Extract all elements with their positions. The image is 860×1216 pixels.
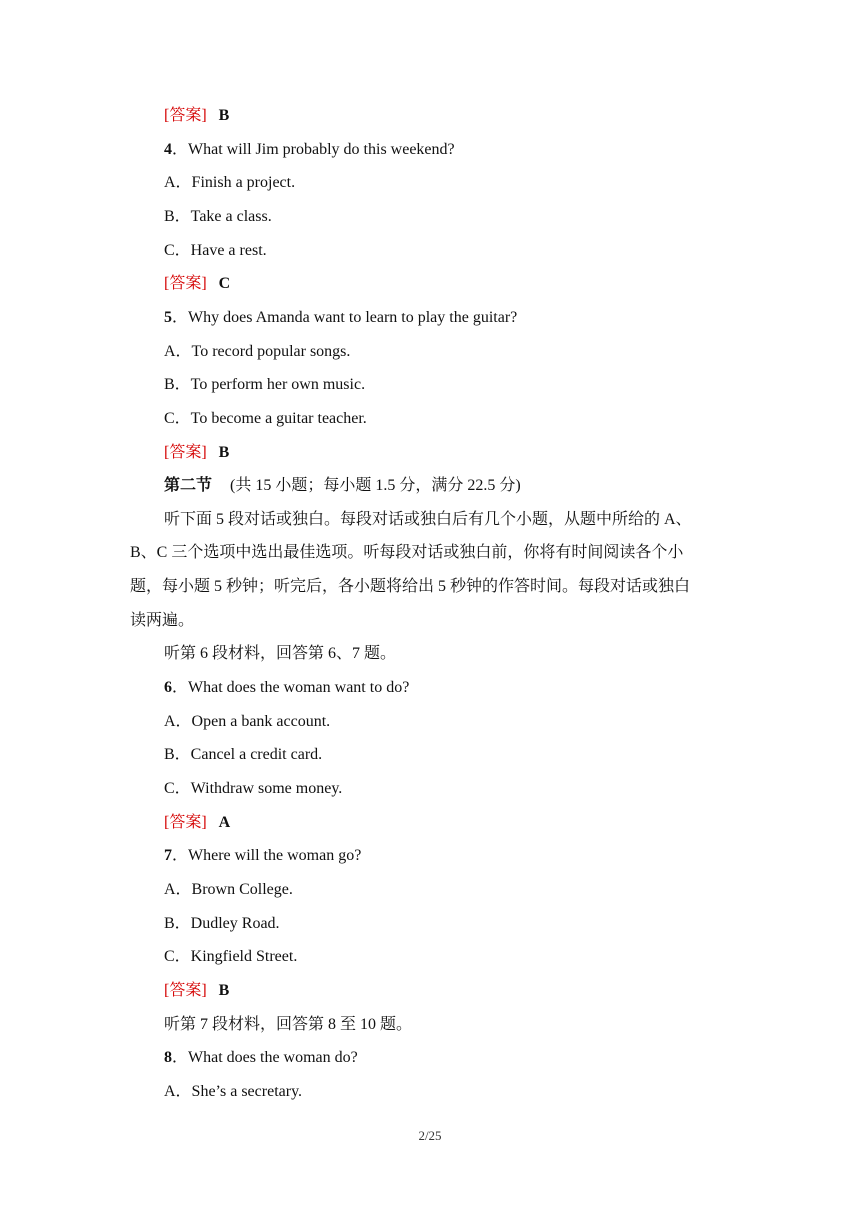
question-line: 6．What does the woman want to do? <box>164 679 410 697</box>
option-text: C．To become a guitar teacher. <box>164 409 367 427</box>
option-line <box>164 207 272 227</box>
question-text: What will Jim probably do this weekend? <box>188 140 455 158</box>
question-number: 7 <box>164 847 172 865</box>
option-line <box>164 409 367 429</box>
answer-tag: [答案] <box>164 107 207 124</box>
option-text: B．Cancel a credit card. <box>164 746 323 764</box>
paragraph-line <box>164 644 396 664</box>
option-text: A．Brown College. <box>164 880 293 898</box>
answer-tag: [答案] <box>164 443 207 461</box>
option-line <box>164 880 293 900</box>
answer-tag: [答案] <box>164 275 207 293</box>
question-text: Why does Amanda want to learn to play the guitar? <box>188 308 518 326</box>
answer-tag: [答案] <box>164 813 207 831</box>
paragraph-line <box>164 510 692 530</box>
question-text: What does the woman want to do? <box>188 679 410 697</box>
answer-tag: [答案] <box>164 981 207 999</box>
paragraph-text: 听下面 5 段对话或独白。每段对话或独白后有几个小题，从题中所给的 A、 <box>164 510 692 528</box>
answer-value: A <box>218 813 231 831</box>
paragraph-line <box>130 543 683 563</box>
question-number: 8 <box>164 1049 172 1067</box>
question-line: 5．Why does Amanda want to learn to play the guitar? <box>164 308 518 326</box>
option-line <box>164 914 280 934</box>
answer-value: C <box>218 275 231 293</box>
paragraph-line <box>130 577 690 597</box>
option-text: B．Take a class. <box>164 207 272 225</box>
option-line <box>164 745 322 765</box>
option-line <box>164 375 365 395</box>
paragraph-text: 听第 6 段材料，回答第 6、7 题。 <box>164 645 397 663</box>
answer-line <box>164 981 229 1001</box>
answer-line <box>164 274 230 294</box>
option-text: A．Open a bank account. <box>164 712 331 730</box>
answer-line <box>164 106 229 126</box>
question-text: What does the woman do? <box>188 1049 358 1067</box>
page-number: 2/25 <box>418 1128 442 1143</box>
question-number: 4 <box>164 140 172 158</box>
paragraph-text: B、C 三个选项中选出最佳选项。听每段对话或独白前，你将有时间阅读各个小 <box>130 544 684 562</box>
option-line <box>164 241 267 261</box>
paragraph-text: 读两遍。 <box>130 611 195 629</box>
answer-value: B <box>218 107 230 124</box>
answer-line <box>164 813 230 833</box>
question-line: 4．What will Jim probably do this weekend? <box>164 140 455 158</box>
section-title: 第二节 <box>164 477 213 495</box>
question-line: 7．Where will the woman go? <box>164 847 362 865</box>
section-heading <box>164 476 521 496</box>
section-note: (共 15 小题；每小题 1.5 分，满分 22.5 分) <box>230 477 521 495</box>
option-text: B．To perform her own music. <box>164 376 366 394</box>
option-line <box>164 712 330 732</box>
paragraph-text: 听第 7 段材料，回答第 8 至 10 题。 <box>164 1015 413 1033</box>
option-line <box>164 947 297 967</box>
question-number: 6 <box>164 679 172 697</box>
question-line: 8．What does the woman do? <box>164 1049 358 1067</box>
answer-value: B <box>218 443 230 461</box>
option-line <box>164 173 295 193</box>
option-text: A．Finish a project. <box>164 174 296 192</box>
option-text: C．Withdraw some money. <box>164 780 343 797</box>
option-line <box>164 342 350 362</box>
option-text: A．She’s a secretary. <box>164 1082 303 1100</box>
option-text: B．Dudley Road. <box>164 914 280 932</box>
option-line <box>164 779 342 799</box>
option-text: C．Have a rest. <box>164 241 267 259</box>
question-text: Where will the woman go? <box>188 847 362 865</box>
paragraph-line <box>164 1015 412 1035</box>
option-text: A．To record popular songs. <box>164 342 351 360</box>
answer-line <box>164 443 229 463</box>
paragraph-text: 题，每小题 5 秒钟；听完后，各小题将给出 5 秒钟的作答时间。每段对话或独白 <box>130 578 691 596</box>
option-line <box>164 1082 302 1102</box>
paragraph-line <box>130 611 194 631</box>
option-text: C．Kingfield Street. <box>164 948 298 966</box>
question-number: 5 <box>164 308 172 326</box>
answer-value: B <box>218 981 230 999</box>
